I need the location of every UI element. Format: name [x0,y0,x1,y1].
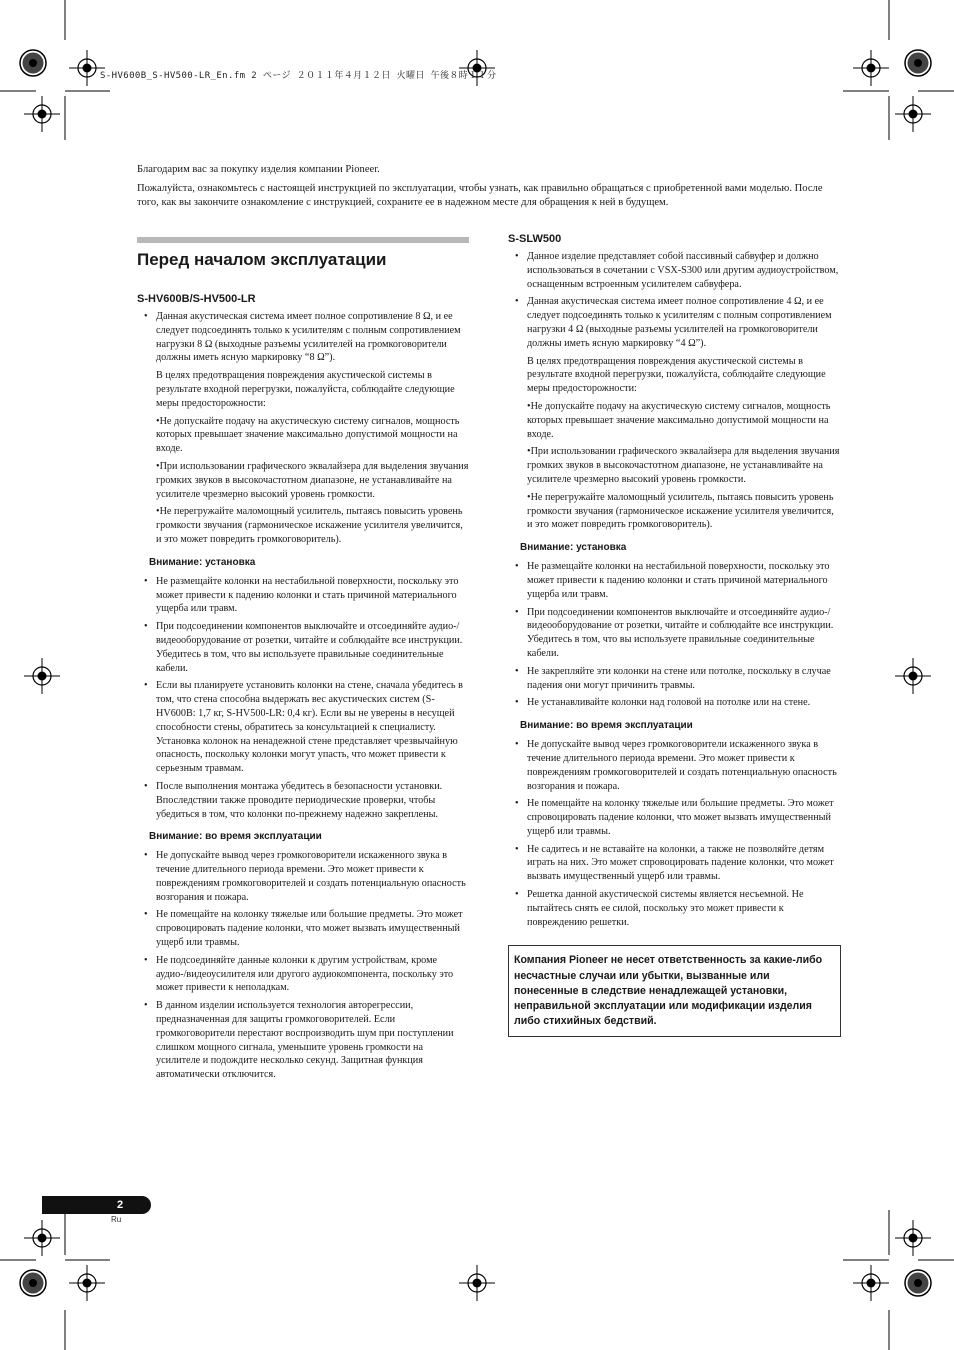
model-heading-slw500: S-SLW500 [508,233,562,245]
crosshair-top-right [853,50,889,86]
starburst-bottom-left [20,1270,46,1296]
crosshair-mid-left [24,658,60,694]
install-heading: Внимание: установка [149,556,256,568]
impedance-list [137,310,469,365]
install-list [508,560,841,710]
install-item: • Не размещайте колонки на нестабильной поверхности, поскольку это может привести к падению колонки и стать причиной материального ущерба или травм. [137,575,469,616]
crosshair-mid-right [895,658,931,694]
left-column [137,232,469,1086]
page-number-tab [42,1196,151,1214]
file-info-header: S-HV600B_S-HV500-LR_En.fm 2 ページ ２０１１年４月１２日 火曜日 午後８時１１分 [100,71,497,81]
impedance-item: • Данная акустическая система имеет полное сопротивление 8 Ω, и ее следует подсоединять только к усилителям с полным сопротивлением нагрузки 8 Ω (выходные разъемы усилителей на громкоговорители должны иметь ясную маркировку “8 Ω”). [137,310,469,365]
intro-instructions: Пожалуйста, ознакомьтесь с настоящей инструкцией по эксплуатации, чтобы узнать, как правильно обращаться с приобретенной вами моделью. После того, как вы закончите ознакомление с инструкцией, сохраните ее в надежном месте для обращения к ней в будущем. [137,183,823,208]
section-title-bar [137,237,469,243]
precaution-intro: В целях предотвращения повреждения акустической системы в результате входной перегрузки, пожалуйста, соблюдайте следующие меры предосторожности: [156,370,455,409]
operation-list [508,738,841,929]
operation-list [137,849,469,1082]
install-item: • При подсоединении компонентов выключайте и отсоединяйте аудио-/видеооборудование от розетки, читайте и соблюдайте все инструкции. Убедитесь в том, что вы используете правильные соединительные кабели. [508,606,841,661]
section-title: Перед началом эксплуатации [137,250,387,269]
liability-notice: Компания Pioneer не несет ответственность за какие-либо несчастные случаи или убытки, вызванные или понесенные в следствие ненадлежащей установки, неправильной эксплуатации или модификации изделия либо стихийных бедствий. [508,945,841,1037]
operation-item: • Не садитесь и не вставайте на колонки, а также не позволяйте детям играть на них. Это может спровоцировать падение колонки, что может вызвать имущественный ущерб или травмы. [508,843,841,884]
subwoofer-item: • Данная акустическая система имеет полное сопротивление 4 Ω, и ее следует подсоединять только к усилителям с полным сопротивлением нагрузки 4 Ω (выходные разъемы усилителей на громкоговорители должны иметь ясную маркировку “4 Ω”). [508,295,841,350]
operation-item: • В данном изделии используется технология авторегрессии, предназначенная для защиты громкоговорителей. Если громкоговорители перестают воспроизводить шум при поступлении слишком мощного сигнала, уменьшите уровень громкости на усилителе и подождите несколько секунд. Защитная функция автоматически отключится. [137,999,469,1082]
crosshair-upper-left [24,96,60,132]
install-item: • После выполнения монтажа убедитесь в безопасности установки. Впоследствии также проводите периодические проверки, чтобы убедиться в том, что колонки по-прежнему надежно закреплены. [137,780,469,821]
starburst-top-left [20,50,46,76]
page-number: 2 [116,1199,124,1211]
precaution-item: •Не перегружайте маломощный усилитель, пытаясь повысить уровень громкости звучания (гармоническое искажение усилителя увеличится, и это может повредить громкоговоритель). [156,506,463,545]
right-column [508,232,841,1037]
install-item: • Не закрепляйте эти колонки на стене или потолке, поскольку в случае падения они могут причинить травмы. [508,665,841,693]
starburst-top-right [905,50,931,76]
precaution-item: •Не допускайте подачу на акустическую систему сигналов, мощность которых превышает значение максимально допустимой мощности на входе. [527,400,831,440]
install-item: • Не размещайте колонки на нестабильной поверхности, поскольку это может привести к падению колонки и стать причиной материального ущерба или травм. [508,560,841,601]
install-item: • Не устанавливайте колонки над головой на потолке или на стене. [508,696,841,710]
crosshair-bottom-right [853,1265,889,1301]
crosshair-bottom-left [69,1265,105,1301]
precaution-intro: В целях предотвращения повреждения акустической системы в результате входной перегрузки, пожалуйста, соблюдайте следующие меры предосторожности: [527,355,826,395]
operation-item: • Не помещайте на колонку тяжелые или большие предметы. Это может спровоцировать падение колонки, что может вызвать имущественный ущерб или травмы. [508,797,841,838]
precaution-item: •Не перегружайте маломощный усилитель, пытаясь повысить уровень громкости звучания (гармоническое искажение усилителя увеличится, и это может повредить громкоговоритель). [527,491,834,531]
subwoofer-item: • Данное изделие представляет собой пассивный сабвуфер и должно использоваться в сочетании с VSX-S300 или другим аудиоустройством, оснащенным встроенным усилителем сабвуфера. [508,250,841,291]
crosshair-upper-right [895,96,931,132]
crosshair-lower-left [24,1220,60,1256]
crosshair-bottom-center [459,1265,495,1301]
intro-thanks: Благодарим вас за покупку изделия компании Pioneer. [137,164,380,175]
operation-heading: Внимание: во время эксплуатации [520,720,693,732]
page-language: Ru [111,1215,122,1224]
intro [137,163,827,215]
starburst-bottom-right [905,1270,931,1296]
operation-item: • Не допускайте вывод через громкоговорители искаженного звука в течение длительного периода времени. Это может привести к повреждениям громкоговорителей и создать потенциальную опасность возгорания и пожара. [137,849,469,904]
install-list [137,575,469,822]
install-item: • Если вы планируете установить колонки на стене, сначала убедитесь в том, что стена способна выдержать вес акустических систем (S-HV600B: 1,7 кг, S-HV500-LR: 0,4 кг). Если вы не уверены в несущей способности стены, обратитесь за консультацией к специалисту. Установка колонок на ненадежной стене представляет чрезвычайную опасность, поскольку колонки могут упасть, что может привести к серьезным травмам. [137,679,469,776]
model-heading-hv600b: S-HV600B/S-HV500-LR [137,293,256,305]
operation-item: • Не подсоединяйте данные колонки к другим устройствам, кроме аудио-/видеоусилителя или другого аудиокомпонента, поскольку это может привести к неполадкам. [137,954,469,995]
install-item: • При подсоединении компонентов выключайте и отсоединяйте аудио-/видеооборудование от розетки, читайте и соблюдайте все инструкции. Убедитесь в том, что вы используете правильные соединительные кабели. [137,620,469,675]
operation-item: • Не допускайте вывод через громкоговорители искаженного звука в течение длительного периода времени. Это может привести к повреждениям громкоговорителей и создать потенциальную опасность возгорания и пожара. [508,738,841,793]
crosshair-lower-right [895,1220,931,1256]
install-heading: Внимание: установка [520,542,627,554]
operation-item: • Не помещайте на колонку тяжелые или большие предметы. Это может спровоцировать падение колонки, что может вызвать имущественный ущерб или травмы. [137,908,469,949]
subwoofer-list [508,250,841,351]
operation-heading: Внимание: во время эксплуатации [149,831,322,843]
precaution-item: •При использовании графического эквалайзера для выделения звучания громких звуков в высокочастотном диапазоне, не устанавливайте на усилителе чрезмерно высокий уровень громкости. [527,446,840,485]
precaution-item: •Не допускайте подачу на акустическую систему сигналов, мощность которых превышает значение максимально допустимой мощности на входе. [156,415,460,455]
precaution-item: •При использовании графического эквалайзера для выделения звучания громких звуков в высокочастотном диапазоне, не устанавливайте на усилителе чрезмерно высокий уровень громкости. [156,460,469,500]
operation-item: • Решетка данной акустической системы является несъемной. Не пытайтесь снять ее силой, поскольку это может привести к повреждению решетки. [508,888,841,929]
